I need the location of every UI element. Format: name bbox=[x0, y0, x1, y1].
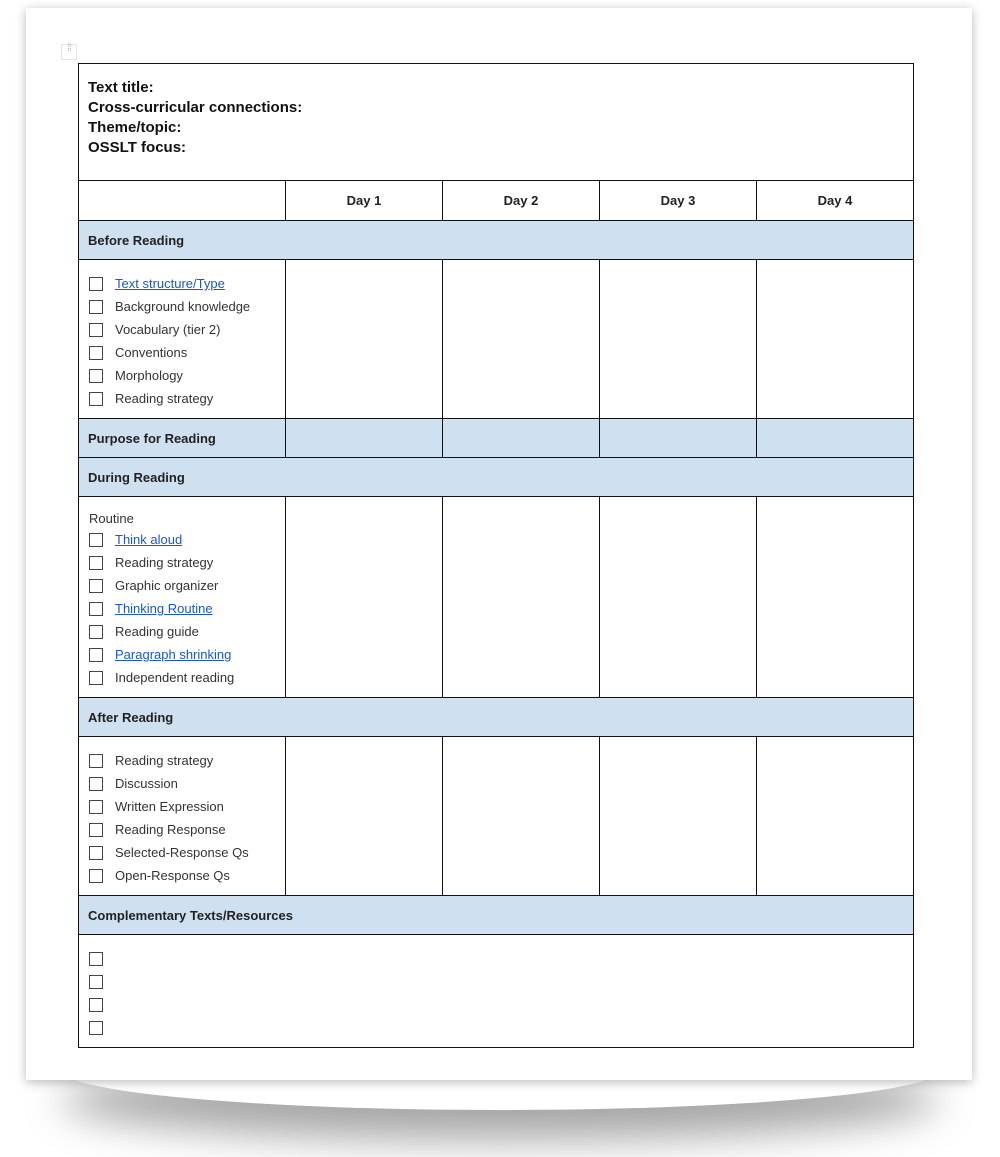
checklist-label: Reading strategy bbox=[115, 753, 214, 768]
checklist-link[interactable]: Text structure/Type bbox=[115, 276, 225, 291]
after-item-discussion bbox=[89, 772, 277, 795]
checklist-link[interactable]: Think aloud bbox=[115, 532, 183, 547]
after-item-selected-response-qs bbox=[89, 841, 277, 864]
checklist-label: Vocabulary (tier 2) bbox=[115, 322, 221, 337]
checkbox[interactable] bbox=[89, 754, 103, 768]
before-item-vocabulary-tier-2 bbox=[89, 318, 277, 341]
checkbox[interactable] bbox=[89, 602, 103, 616]
checkbox[interactable] bbox=[89, 300, 103, 314]
checklist-link[interactable]: Thinking Routine bbox=[115, 601, 213, 616]
osslt-focus-label: OSSLT focus: bbox=[88, 139, 187, 156]
during-day-3-cell[interactable] bbox=[600, 497, 757, 698]
checkbox[interactable] bbox=[89, 392, 103, 406]
during-item-independent-reading bbox=[89, 666, 277, 689]
checkbox[interactable] bbox=[89, 777, 103, 791]
checkbox[interactable] bbox=[89, 998, 103, 1012]
purpose-day-2-cell[interactable] bbox=[443, 419, 600, 458]
during-reading-checklist bbox=[79, 497, 286, 698]
during-day-2-cell[interactable] bbox=[443, 497, 600, 698]
before-reading-checklist bbox=[79, 260, 286, 419]
checklist-label: Graphic organizer bbox=[115, 578, 219, 593]
purpose-day-1-cell[interactable] bbox=[286, 419, 443, 458]
complementary-item bbox=[89, 1016, 905, 1039]
checkbox[interactable] bbox=[89, 800, 103, 814]
checkbox[interactable] bbox=[89, 277, 103, 291]
before-day-4-cell[interactable] bbox=[757, 260, 914, 419]
before-item-morphology bbox=[89, 364, 277, 387]
during-item-reading-guide bbox=[89, 620, 277, 643]
text-title-label: Text title: bbox=[88, 79, 154, 96]
day-2-header: Day 2 bbox=[443, 181, 600, 221]
day-4-header: Day 4 bbox=[757, 181, 914, 221]
day-1-header: Day 1 bbox=[286, 181, 443, 221]
checklist-label: Reading strategy bbox=[115, 391, 214, 406]
before-item-background-knowledge bbox=[89, 295, 277, 318]
checklist-label: Independent reading bbox=[115, 670, 235, 685]
theme-topic-label: Theme/topic: bbox=[88, 119, 182, 136]
complementary-texts-heading: Complementary Texts/Resources bbox=[79, 896, 914, 935]
lesson-plan-table bbox=[78, 63, 914, 1048]
before-item-text-structure-type bbox=[89, 272, 277, 295]
checkbox[interactable] bbox=[89, 671, 103, 685]
after-item-open-response-qs bbox=[89, 864, 277, 887]
after-reading-checklist bbox=[79, 737, 286, 896]
checkbox[interactable] bbox=[89, 823, 103, 837]
checklist-label: Discussion bbox=[115, 776, 178, 791]
during-item-reading-strategy bbox=[89, 551, 277, 574]
day-3-header: Day 3 bbox=[600, 181, 757, 221]
header-cell[interactable] bbox=[79, 64, 914, 181]
checkbox[interactable] bbox=[89, 846, 103, 860]
checkbox[interactable] bbox=[89, 648, 103, 662]
after-item-reading-response bbox=[89, 818, 277, 841]
table-drag-handle-icon[interactable]: ⁞⁞ bbox=[61, 44, 77, 60]
purpose-day-3-cell[interactable] bbox=[600, 419, 757, 458]
during-item-thinking-routine bbox=[89, 597, 277, 620]
checkbox[interactable] bbox=[89, 369, 103, 383]
checklist-label: Reading strategy bbox=[115, 555, 214, 570]
checklist-label: Reading guide bbox=[115, 624, 199, 639]
checkbox[interactable] bbox=[89, 533, 103, 547]
checklist-link[interactable]: Paragraph shrinking bbox=[115, 647, 232, 662]
cross-curricular-label: Cross-curricular connections: bbox=[88, 99, 303, 116]
checkbox[interactable] bbox=[89, 952, 103, 966]
complementary-item bbox=[89, 947, 905, 970]
after-day-4-cell[interactable] bbox=[757, 737, 914, 896]
document-page bbox=[26, 8, 972, 1080]
complementary-checklist bbox=[79, 935, 914, 1048]
checklist-label: Conventions bbox=[115, 345, 188, 360]
purpose-day-4-cell[interactable] bbox=[757, 419, 914, 458]
checkbox[interactable] bbox=[89, 1021, 103, 1035]
checkbox[interactable] bbox=[89, 975, 103, 989]
checkbox[interactable] bbox=[89, 869, 103, 883]
before-day-1-cell[interactable] bbox=[286, 260, 443, 419]
during-day-4-cell[interactable] bbox=[757, 497, 914, 698]
before-day-2-cell[interactable] bbox=[443, 260, 600, 419]
after-item-reading-strategy bbox=[89, 749, 277, 772]
during-item-graphic-organizer bbox=[89, 574, 277, 597]
after-day-3-cell[interactable] bbox=[600, 737, 757, 896]
checklist-label: Open-Response Qs bbox=[115, 868, 230, 883]
purpose-for-reading-heading: Purpose for Reading bbox=[79, 419, 286, 458]
checklist-label: Selected-Response Qs bbox=[115, 845, 249, 860]
before-reading-heading: Before Reading bbox=[79, 221, 914, 260]
after-item-written-expression bbox=[89, 795, 277, 818]
during-day-1-cell[interactable] bbox=[286, 497, 443, 698]
before-item-reading-strategy bbox=[89, 387, 277, 410]
before-item-conventions bbox=[89, 341, 277, 364]
corner-cell[interactable] bbox=[79, 181, 286, 221]
checklist-label: Written Expression bbox=[115, 799, 224, 814]
checkbox[interactable] bbox=[89, 625, 103, 639]
complementary-item bbox=[89, 970, 905, 993]
checklist-label: Morphology bbox=[115, 368, 183, 383]
before-day-3-cell[interactable] bbox=[600, 260, 757, 419]
after-day-1-cell[interactable] bbox=[286, 737, 443, 896]
complementary-item bbox=[89, 993, 905, 1016]
after-day-2-cell[interactable] bbox=[443, 737, 600, 896]
during-reading-heading: During Reading bbox=[79, 458, 914, 497]
during-item-think-aloud bbox=[89, 528, 277, 551]
checklist-label: Reading Response bbox=[115, 822, 226, 837]
after-reading-heading: After Reading bbox=[79, 698, 914, 737]
checkbox[interactable] bbox=[89, 556, 103, 570]
checkbox[interactable] bbox=[89, 346, 103, 360]
checkbox[interactable] bbox=[89, 323, 103, 337]
checkbox[interactable] bbox=[89, 579, 103, 593]
routine-label: Routine bbox=[89, 511, 134, 526]
checklist-label: Background knowledge bbox=[115, 299, 251, 314]
during-item-paragraph-shrinking bbox=[89, 643, 277, 666]
